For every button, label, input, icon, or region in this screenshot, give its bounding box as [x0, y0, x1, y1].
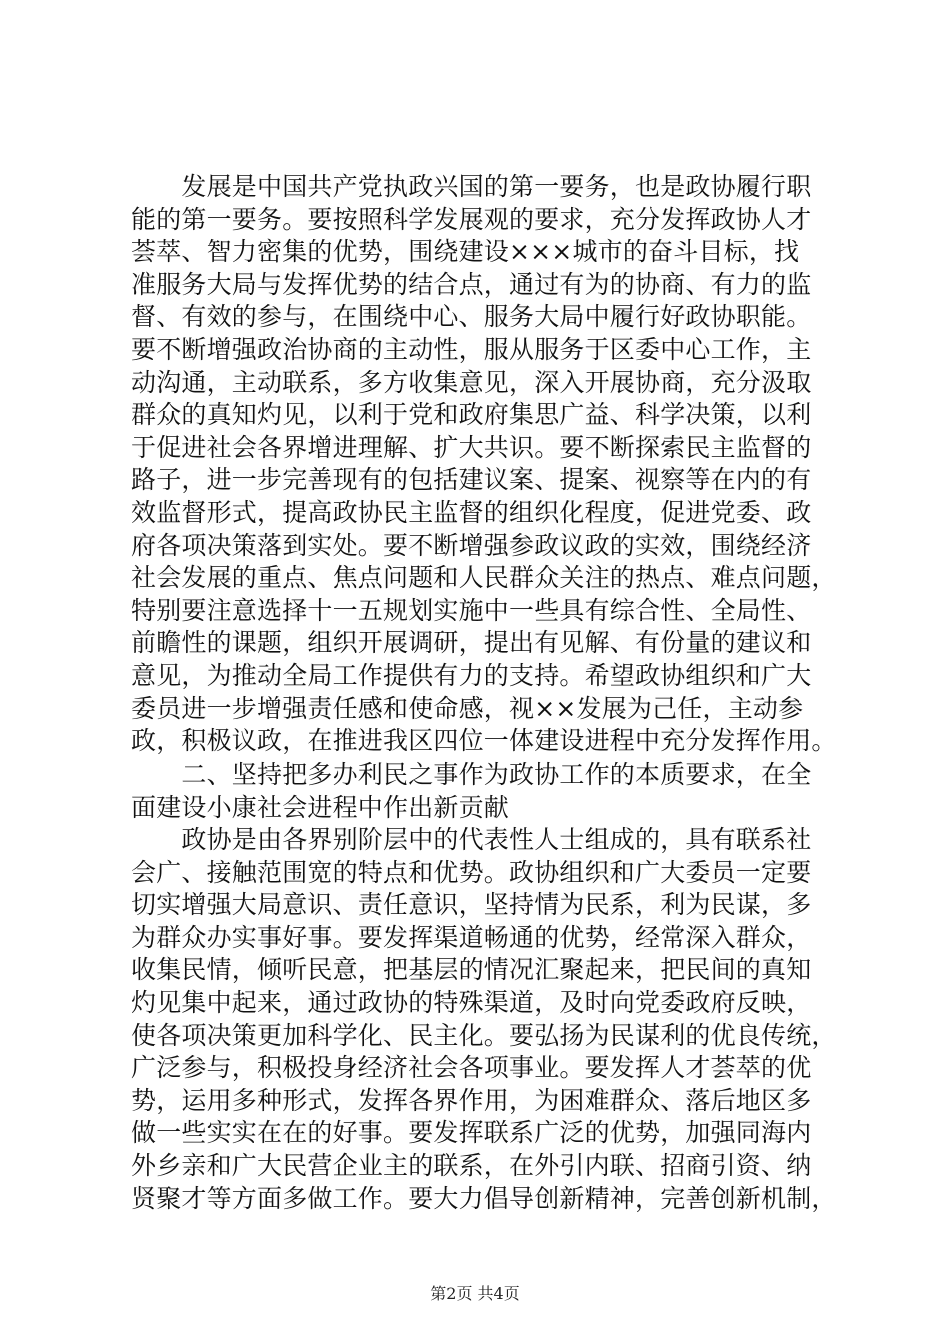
paragraph-1-line: 路子，进一步完善现有的包括建议案、提案、视察等在内的有	[131, 465, 812, 495]
paragraph-1-line: 政，积极议政，在推进我区四位一体建设进程中充分发挥作用。	[131, 726, 837, 756]
paragraph-1-line: 督、有效的参与，在围绕中心、服务大局中履行好政协职能。	[131, 302, 812, 332]
paragraph-1-line: 特别要注意选择十一五规划实施中一些具有综合性、全局性、	[131, 595, 812, 625]
paragraph-2-line: 广泛参与，积极投身经济社会各项事业。要发挥人才荟萃的优	[131, 1053, 812, 1083]
section-heading-line: 二、坚持把多办利民之事作为政协工作的本质要求，在全	[131, 760, 812, 789]
paragraph-2	[131, 824, 851, 1215]
paragraph-2-line: 势，运用多种形式，发挥各界作用，为困难群众、落后地区多	[131, 1085, 812, 1115]
paragraph-1-line: 前瞻性的课题，组织开展调研，提出有见解、有份量的建议和	[131, 628, 812, 658]
paragraph-1-line: 于促进社会各界增进理解、扩大共识。要不断探索民主监督的	[131, 432, 812, 462]
section-heading	[131, 759, 851, 824]
paragraph-1-line: 效监督形式，提高政协民主监督的组织化程度，促进党委、政	[131, 497, 812, 527]
paragraph-1-line: 发展是中国共产党执政兴国的第一要务，也是政协履行职	[131, 172, 812, 201]
section-heading-line: 面建设小康社会进程中作出新贡献	[131, 792, 510, 822]
paragraph-1-line: 府各项决策落到实处。要不断增强参政议政的实效，围绕经济	[131, 530, 812, 560]
paragraph-1-line: 意见，为推动全局工作提供有力的支持。希望政协组织和广大	[131, 660, 812, 690]
paragraph-1-line: 社会发展的重点、焦点问题和人民群众关注的热点、难点问题，	[131, 563, 837, 593]
paragraph-1-line: 动沟通，主动联系，多方收集意见，深入开展协商，充分汲取	[131, 367, 812, 397]
paragraph-2-line: 收集民情，倾听民意，把基层的情况汇聚起来，把民间的真知	[131, 955, 812, 985]
paragraph-2-line: 灼见集中起来，通过政协的特殊渠道，及时向党委政府反映，	[131, 987, 812, 1017]
paragraph-1-line: 准服务大局与发挥优势的结合点，通过有为的协商、有力的监	[131, 269, 812, 299]
paragraph-2-line: 切实增强大局意识、责任意识，坚持情为民系，利为民谋，多	[131, 890, 812, 920]
page-footer: 第2页 共4页	[430, 1284, 520, 1303]
paragraph-2-line: 使各项决策更加科学化、民主化。要弘扬为民谋利的优良传统，	[131, 1020, 837, 1050]
paragraph-1-line: 荟萃、智力密集的优势，围绕建设×××城市的奋斗目标，找	[131, 237, 800, 267]
paragraph-1-line: 群众的真知灼见，以利于党和政府集思广益、科学决策，以利	[131, 400, 812, 430]
paragraph-1-line: 能的第一要务。要按照科学发展观的要求，充分发挥政协人才	[131, 204, 812, 234]
paragraph-1-line: 委员进一步增强责任感和使命感，视××发展为己任，主动参	[131, 693, 804, 723]
paragraph-2-line: 会广、接触范围宽的特点和优势。政协组织和广大委员一定要	[131, 857, 812, 887]
paragraph-2-line: 为群众办实事好事。要发挥渠道畅通的优势，经常深入群众，	[131, 922, 812, 952]
paragraph-1-line: 要不断增强政治协商的主动性，服从服务于区委中心工作，主	[131, 334, 812, 364]
paragraph-2-line: 政协是由各界别阶层中的代表性人士组成的，具有联系社	[131, 825, 812, 854]
paragraph-1	[131, 171, 851, 758]
paragraph-2-line: 外乡亲和广大民营企业主的联系，在外引内联、招商引资、纳	[131, 1150, 812, 1180]
paragraph-2-line: 做一些实实在在的好事。要发挥联系广泛的优势，加强同海内	[131, 1118, 812, 1148]
paragraph-2-line: 贤聚才等方面多做工作。要大力倡导创新精神，完善创新机制，	[131, 1183, 837, 1213]
